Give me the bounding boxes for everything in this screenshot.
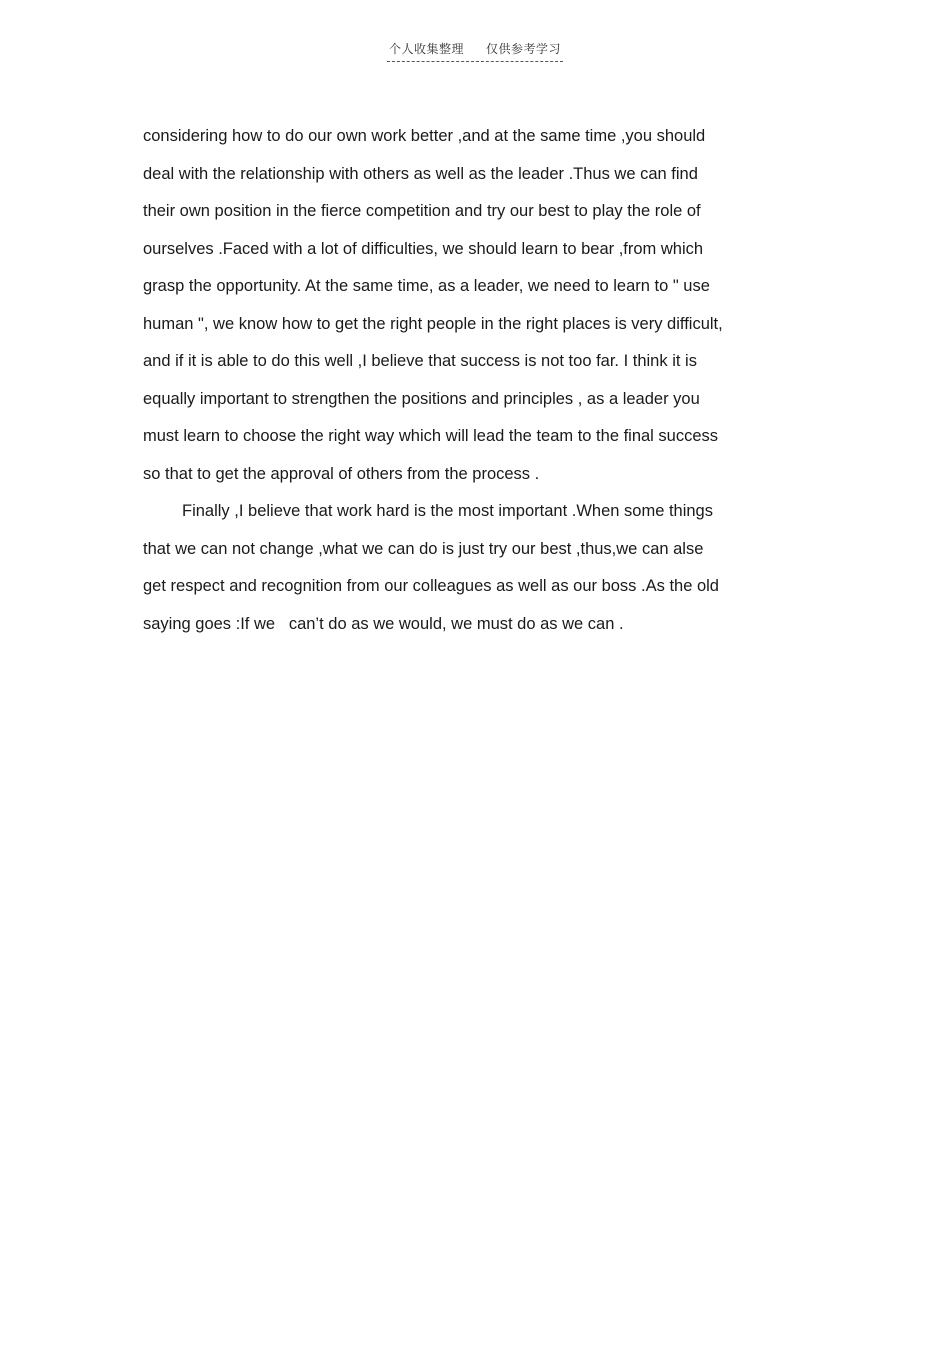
text-line: and if it is able to do this well ,I believe that success is not too far. I think it is [143,352,697,370]
document-body [143,118,783,643]
text-line: grasp the opportunity. At the same time, as a leader, we need to learn to " use [143,277,710,295]
text-line: ourselves .Faced with a lot of difficulties, we should learn to bear ,from which [143,239,704,258]
paragraph-2 [143,493,783,643]
text-line: that we can not change ,what we can do is just try our best ,thus,we can alse [143,539,704,558]
text-line: so that to get the approval of others from the process . [143,464,540,483]
text-line: equally important to strengthen the positions and principles , as a leader you [143,389,700,408]
text-line: Finally ,I believe that work hard is the most important .When some things [182,502,713,520]
text-line: get respect and recognition from our colleagues as well as our boss .As the old [143,577,719,595]
header-watermark [387,40,563,62]
page-header [0,40,950,62]
header-left-text: 个人收集整理 [388,42,464,56]
header-right-text: 仅供参考学习 [486,42,562,56]
text-line: their own position in the fierce competition and try our best to play the role of [143,202,701,220]
text-line: considering how to do our own work better ,and at the same time ,you should [143,127,706,145]
text-line: saying goes :If we can’t do as we would, we must do as we can . [143,614,624,633]
text-line: deal with the relationship with others as well as the leader .Thus we can find [143,164,698,183]
paragraph-1 [143,118,783,493]
text-line: must learn to choose the right way which will lead the team to the final success [143,427,719,445]
text-line: human ", we know how to get the right people in the right places is very difficult, [143,314,723,333]
